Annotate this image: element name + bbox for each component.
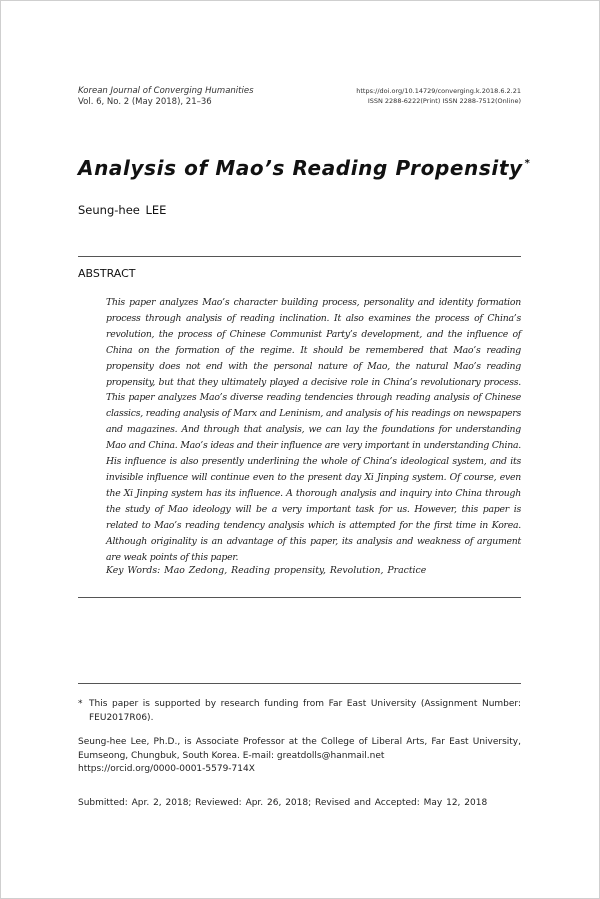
divider-footnotes: [78, 683, 521, 684]
paper-title-text: Analysis of Mao’s Reading Propensity: [78, 156, 523, 180]
divider-middle: [78, 597, 521, 598]
keywords: Key Words: Mao Zedong, Reading propensity, Revolution, Practice: [106, 565, 427, 576]
paper-title: [78, 156, 530, 180]
volume-info: Vol. 6, No. 2 (May 2018), 21–36: [78, 97, 212, 107]
funding-text: This paper is supported by research funding from Far East University (Assignment Number: FEU2017R06).: [89, 699, 521, 723]
journal-header: [78, 86, 254, 108]
journal-name: Korean Journal of Converging Humanities: [78, 86, 254, 96]
title-footnote-mark: *: [524, 158, 531, 169]
issn-info: ISSN 2288-6222(Print) ISSN 2288-7512(Online): [367, 97, 521, 105]
funding-footnote: [78, 697, 521, 725]
abstract-body: This paper analyzes Mao’s character building process, personality and identity formation process through analysis of reading inclination. It also examines the process of China’s revolution, the process of Chinese Communist Party’s development, and the influence of China on the formation of the regime. It should be remembered that Mao’s reading propensity does not end with the personal nature of Mao, the natural Mao’s reading propensity, but that they ultimately played a decisive role in China’s revolutionary process. This paper analyzes Mao’s diverse reading tendencies through reading analysis of Chinese classics, reading analysis of Marx and Leninism, and analysis of his readings on newspapers and magazines. And through that analysis, we can lay the foundations for understanding Mao and China. Mao’s ideas and their influence are very important in understanding China. His influence is also presently underlining the whole of China’s ideological system, and its invisible influence will continue even to the present day Xi Jinping system. Of course, even the Xi Jinping system has its influence. A thorough analysis and inquiry into China through the study of Mao ideology will be a very important task for us. However, this paper is related to Mao’s reading tendency analysis which is attempted for the first time in Korea. Although originality is an advantage of this paper, its analysis and weakness of argument are weak points of this paper.: [106, 297, 521, 563]
author-affiliation: Seung-hee Lee, Ph.D., is Associate Professor at the College of Liberal Arts, Far East University, Eumseong, Chungbuk, South Korea. E-mail: greatdolls@hanmail.net: [78, 737, 521, 761]
orcid-link[interactable]: https://orcid.org/0000-0001-5579-714X: [78, 764, 255, 774]
abstract-heading: ABSTRACT: [78, 267, 136, 280]
submission-dates: Submitted: Apr. 2, 2018; Reviewed: Apr. 26, 2018; Revised and Accepted: May 12, 2018: [78, 798, 488, 808]
doi-header: [356, 86, 521, 106]
divider-top: [78, 256, 521, 257]
author-name: Seung-hee LEE: [78, 203, 167, 217]
footnote-mark: *: [78, 699, 83, 709]
doi-link[interactable]: https://doi.org/10.14729/converging.k.2018.6.2.21: [356, 87, 521, 95]
